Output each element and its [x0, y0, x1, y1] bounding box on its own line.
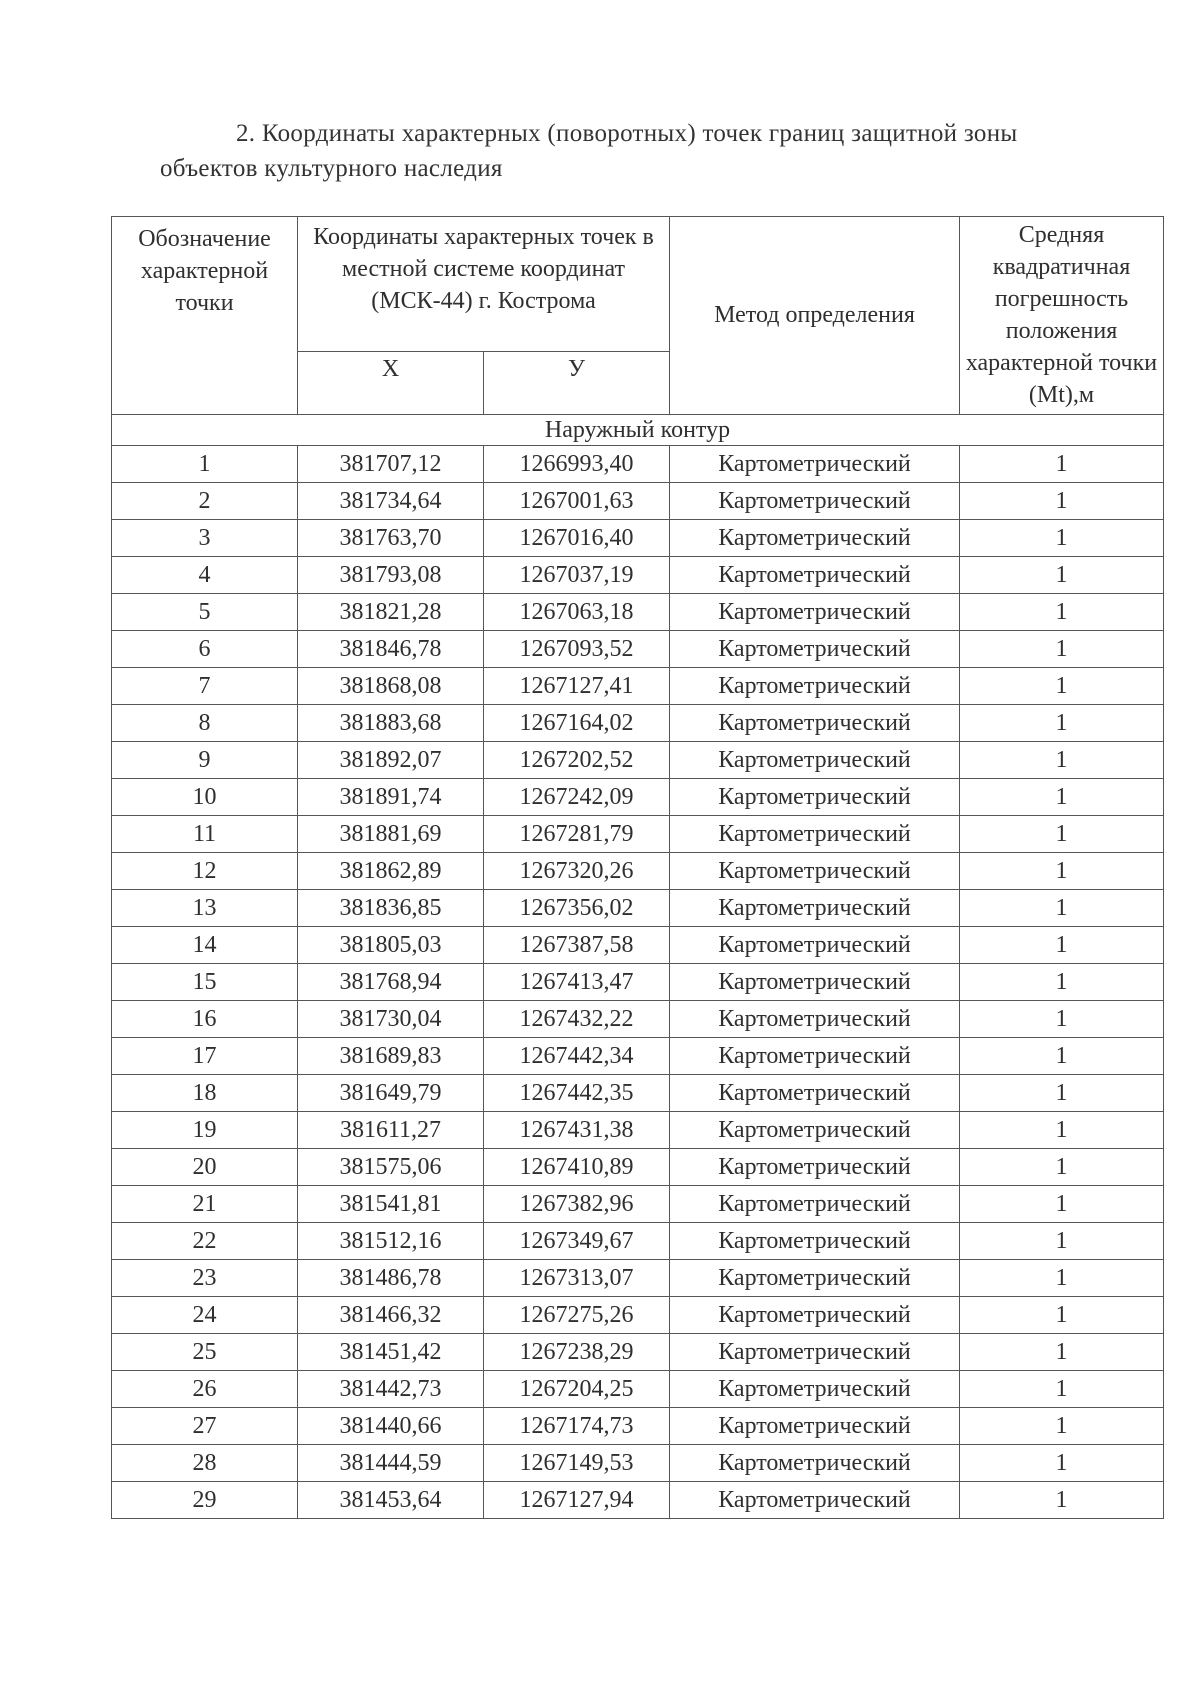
cell-y: 1267164,02 [484, 705, 670, 742]
table-row [112, 446, 1164, 483]
cell-y: 1267127,94 [484, 1482, 670, 1519]
cell-method: Картометрический [670, 1038, 960, 1075]
table-row [112, 1223, 1164, 1260]
heading-line-2: объектов культурного наследия [160, 155, 503, 182]
cell-method: Картометрический [670, 1186, 960, 1223]
cell-x: 381821,28 [298, 594, 484, 631]
cell-method: Картометрический [670, 446, 960, 483]
cell-point-number: 3 [112, 520, 298, 557]
table-row [112, 594, 1164, 631]
cell-point-number: 15 [112, 964, 298, 1001]
table-row [112, 1075, 1164, 1112]
header-coordinates: Координаты характерных точек в местной системе координат (МСК-44) г. Кострома [298, 217, 670, 352]
cell-y: 1267093,52 [484, 631, 670, 668]
cell-method: Картометрический [670, 816, 960, 853]
cell-y: 1267037,19 [484, 557, 670, 594]
cell-y: 1267281,79 [484, 816, 670, 853]
cell-x: 381730,04 [298, 1001, 484, 1038]
cell-y: 1267238,29 [484, 1334, 670, 1371]
cell-x: 381805,03 [298, 927, 484, 964]
coordinates-table [111, 216, 1164, 1519]
cell-point-number: 23 [112, 1260, 298, 1297]
table-row [112, 779, 1164, 816]
table-row [112, 1482, 1164, 1519]
table-row [112, 1112, 1164, 1149]
table-row [112, 1334, 1164, 1371]
cell-y: 1267349,67 [484, 1223, 670, 1260]
table-row [112, 483, 1164, 520]
cell-x: 381512,16 [298, 1223, 484, 1260]
cell-x: 381575,06 [298, 1149, 484, 1186]
cell-error: 1 [960, 1297, 1164, 1334]
cell-point-number: 21 [112, 1186, 298, 1223]
cell-y: 1267016,40 [484, 520, 670, 557]
cell-point-number: 16 [112, 1001, 298, 1038]
cell-method: Картометрический [670, 890, 960, 927]
cell-point-number: 7 [112, 668, 298, 705]
cell-method: Картометрический [670, 1075, 960, 1112]
header-method: Метод определения [670, 217, 960, 415]
cell-method: Картометрический [670, 705, 960, 742]
cell-y: 1267174,73 [484, 1408, 670, 1445]
cell-point-number: 9 [112, 742, 298, 779]
cell-method: Картометрический [670, 964, 960, 1001]
cell-y: 1267275,26 [484, 1297, 670, 1334]
cell-point-number: 8 [112, 705, 298, 742]
cell-error: 1 [960, 779, 1164, 816]
cell-x: 381836,85 [298, 890, 484, 927]
cell-x: 381734,64 [298, 483, 484, 520]
cell-error: 1 [960, 668, 1164, 705]
section-title: Наружный контур [112, 415, 1164, 446]
cell-method: Картометрический [670, 1001, 960, 1038]
header-y: У [484, 352, 670, 415]
cell-error: 1 [960, 1223, 1164, 1260]
cell-point-number: 10 [112, 779, 298, 816]
cell-error: 1 [960, 483, 1164, 520]
table-row [112, 1371, 1164, 1408]
cell-y: 1267432,22 [484, 1001, 670, 1038]
cell-error: 1 [960, 853, 1164, 890]
cell-y: 1266993,40 [484, 446, 670, 483]
cell-error: 1 [960, 816, 1164, 853]
cell-method: Картометрический [670, 1112, 960, 1149]
table-row [112, 890, 1164, 927]
cell-x: 381453,64 [298, 1482, 484, 1519]
cell-point-number: 2 [112, 483, 298, 520]
cell-method: Картометрический [670, 779, 960, 816]
cell-method: Картометрический [670, 1482, 960, 1519]
table-row [112, 705, 1164, 742]
cell-method: Картометрический [670, 631, 960, 668]
cell-x: 381486,78 [298, 1260, 484, 1297]
cell-y: 1267242,09 [484, 779, 670, 816]
cell-x: 381442,73 [298, 1371, 484, 1408]
cell-x: 381649,79 [298, 1075, 484, 1112]
cell-error: 1 [960, 1075, 1164, 1112]
cell-method: Картометрический [670, 668, 960, 705]
cell-error: 1 [960, 557, 1164, 594]
cell-error: 1 [960, 1334, 1164, 1371]
cell-error: 1 [960, 890, 1164, 927]
cell-x: 381689,83 [298, 1038, 484, 1075]
cell-method: Картометрический [670, 1149, 960, 1186]
cell-x: 381466,32 [298, 1297, 484, 1334]
cell-point-number: 20 [112, 1149, 298, 1186]
cell-x: 381891,74 [298, 779, 484, 816]
cell-point-number: 11 [112, 816, 298, 853]
cell-point-number: 14 [112, 927, 298, 964]
cell-point-number: 5 [112, 594, 298, 631]
header-mean-square-error: Средняя квадратичная погрешность положения характерной точки (Mt),м [960, 217, 1164, 415]
cell-error: 1 [960, 1186, 1164, 1223]
cell-point-number: 19 [112, 1112, 298, 1149]
table-row [112, 1445, 1164, 1482]
cell-error: 1 [960, 705, 1164, 742]
cell-y: 1267313,07 [484, 1260, 670, 1297]
cell-method: Картометрический [670, 927, 960, 964]
cell-x: 381846,78 [298, 631, 484, 668]
cell-y: 1267149,53 [484, 1445, 670, 1482]
cell-point-number: 28 [112, 1445, 298, 1482]
table-row [112, 1149, 1164, 1186]
cell-y: 1267442,35 [484, 1075, 670, 1112]
cell-y: 1267320,26 [484, 853, 670, 890]
cell-y: 1267204,25 [484, 1371, 670, 1408]
table-header-row [112, 217, 1164, 352]
section-row [112, 415, 1164, 446]
cell-x: 381868,08 [298, 668, 484, 705]
cell-method: Картометрический [670, 742, 960, 779]
cell-y: 1267382,96 [484, 1186, 670, 1223]
table-row [112, 557, 1164, 594]
cell-error: 1 [960, 1408, 1164, 1445]
table-row [112, 1408, 1164, 1445]
cell-x: 381707,12 [298, 446, 484, 483]
table-row [112, 816, 1164, 853]
cell-x: 381541,81 [298, 1186, 484, 1223]
cell-error: 1 [960, 927, 1164, 964]
cell-point-number: 17 [112, 1038, 298, 1075]
section-heading [160, 116, 1130, 186]
cell-point-number: 18 [112, 1075, 298, 1112]
cell-point-number: 25 [112, 1334, 298, 1371]
cell-y: 1267001,63 [484, 483, 670, 520]
table-row [112, 927, 1164, 964]
heading-line-1: 2. Координаты характерных (поворотных) точек границ защитной зоны [236, 120, 1018, 147]
header-point-designation: Обозначение характерной точки [112, 217, 298, 415]
cell-x: 381440,66 [298, 1408, 484, 1445]
cell-y: 1267410,89 [484, 1149, 670, 1186]
cell-method: Картометрический [670, 853, 960, 890]
cell-point-number: 24 [112, 1297, 298, 1334]
cell-method: Картометрический [670, 1371, 960, 1408]
cell-x: 381768,94 [298, 964, 484, 1001]
cell-method: Картометрический [670, 1408, 960, 1445]
cell-x: 381881,69 [298, 816, 484, 853]
table-row [112, 964, 1164, 1001]
cell-method: Картометрический [670, 1260, 960, 1297]
cell-error: 1 [960, 446, 1164, 483]
cell-method: Картометрический [670, 520, 960, 557]
cell-error: 1 [960, 631, 1164, 668]
cell-point-number: 6 [112, 631, 298, 668]
cell-error: 1 [960, 1001, 1164, 1038]
cell-y: 1267413,47 [484, 964, 670, 1001]
cell-error: 1 [960, 1445, 1164, 1482]
cell-method: Картометрический [670, 1334, 960, 1371]
cell-error: 1 [960, 594, 1164, 631]
cell-error: 1 [960, 1371, 1164, 1408]
cell-point-number: 4 [112, 557, 298, 594]
table-row [112, 742, 1164, 779]
cell-error: 1 [960, 1112, 1164, 1149]
cell-method: Картометрический [670, 1223, 960, 1260]
cell-x: 381451,42 [298, 1334, 484, 1371]
table-row [112, 520, 1164, 557]
cell-method: Картометрический [670, 483, 960, 520]
header-x: Х [298, 352, 484, 415]
cell-method: Картометрический [670, 1445, 960, 1482]
cell-point-number: 12 [112, 853, 298, 890]
cell-error: 1 [960, 964, 1164, 1001]
cell-error: 1 [960, 742, 1164, 779]
table-row [112, 1297, 1164, 1334]
table-row [112, 668, 1164, 705]
table-row [112, 1260, 1164, 1297]
table-row [112, 631, 1164, 668]
cell-y: 1267063,18 [484, 594, 670, 631]
cell-point-number: 26 [112, 1371, 298, 1408]
cell-point-number: 27 [112, 1408, 298, 1445]
cell-x: 381892,07 [298, 742, 484, 779]
cell-x: 381763,70 [298, 520, 484, 557]
cell-y: 1267356,02 [484, 890, 670, 927]
cell-method: Картометрический [670, 557, 960, 594]
table-row [112, 1186, 1164, 1223]
cell-error: 1 [960, 520, 1164, 557]
cell-y: 1267431,38 [484, 1112, 670, 1149]
cell-error: 1 [960, 1482, 1164, 1519]
table-row [112, 853, 1164, 890]
cell-error: 1 [960, 1260, 1164, 1297]
cell-x: 381444,59 [298, 1445, 484, 1482]
cell-x: 381862,89 [298, 853, 484, 890]
cell-point-number: 1 [112, 446, 298, 483]
cell-point-number: 29 [112, 1482, 298, 1519]
cell-point-number: 22 [112, 1223, 298, 1260]
cell-y: 1267387,58 [484, 927, 670, 964]
cell-y: 1267127,41 [484, 668, 670, 705]
cell-point-number: 13 [112, 890, 298, 927]
cell-x: 381611,27 [298, 1112, 484, 1149]
cell-method: Картометрический [670, 1297, 960, 1334]
cell-x: 381883,68 [298, 705, 484, 742]
cell-y: 1267442,34 [484, 1038, 670, 1075]
cell-y: 1267202,52 [484, 742, 670, 779]
table-row [112, 1038, 1164, 1075]
cell-x: 381793,08 [298, 557, 484, 594]
cell-error: 1 [960, 1038, 1164, 1075]
table-row [112, 1001, 1164, 1038]
table-body [112, 415, 1164, 1519]
cell-error: 1 [960, 1149, 1164, 1186]
cell-method: Картометрический [670, 594, 960, 631]
